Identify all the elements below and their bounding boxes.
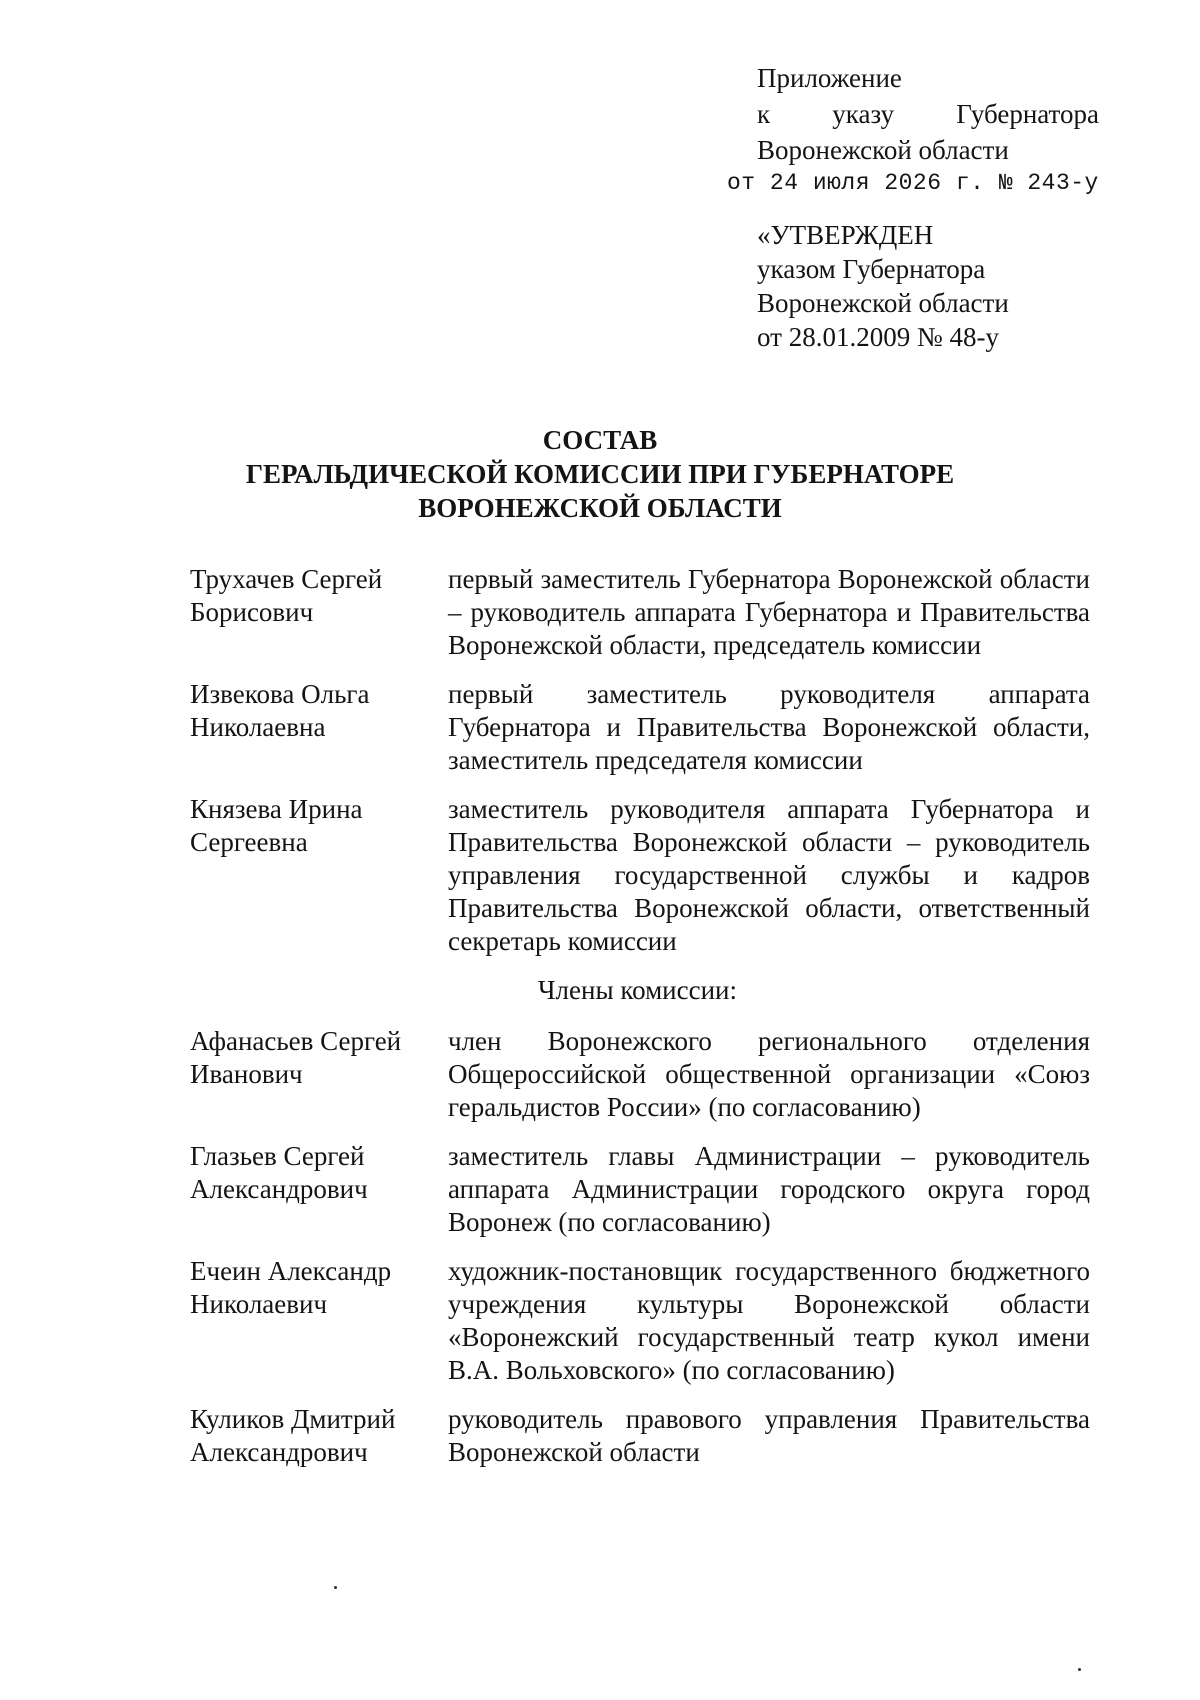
annex-word-decree: указу: [832, 99, 895, 129]
list-item: [190, 1140, 1090, 1239]
member-role: первый заместитель руководителя аппарата Губернатора и Правительства Воронежской области, заместитель председателя комиссии: [448, 679, 1090, 775]
members-section-label: Члены комиссии:: [538, 975, 737, 1005]
title-line-3: ВОРОНЕЖСКОЙ ОБЛАСТИ: [418, 493, 782, 523]
member-role: член Воронежского регионального отделения Общероссийской общественной организации «Союз геральдистов России» (по согласованию): [448, 1026, 1090, 1122]
member-role: художник-постановщик государственного бюджетного учреждения культуры Воронежской области «Воронежский государственный театр кукол имени В.А. Вольховского» (по согласованию): [448, 1256, 1090, 1385]
scan-speck: [334, 1586, 337, 1589]
list-item: [190, 793, 1090, 958]
commission-composition: [190, 563, 1090, 1485]
approval-stamp-text: [757, 218, 1009, 354]
member-role: заместитель руководителя аппарата Губернатора и Правительства Воронежской области – руководитель управления государственной службы и кадров Правительства Воронежской области, ответственный секретарь комиссии: [448, 794, 1090, 956]
annex-header: [757, 60, 1099, 168]
approved-label: «УТВЕРЖДЕН: [757, 220, 934, 250]
title-line-2: ГЕРАЛЬДИЧЕСКОЙ КОМИССИИ ПРИ ГУБЕРНАТОРЕ: [245, 459, 955, 489]
annex-decree-line: [757, 96, 1099, 132]
member-role: руководитель правового управления Правительства Воронежской области: [448, 1404, 1090, 1467]
annex-region: Воронежской области: [757, 135, 1009, 165]
member-role: первый заместитель Губернатора Воронежской области – руководитель аппарата Губернатора и Правительства Воронежской области, председатель комиссии: [448, 564, 1090, 660]
approved-by: указом Губернатора: [757, 254, 986, 284]
list-item: [190, 563, 1090, 662]
member-name: Ечеин Александр Николаевич: [190, 1256, 392, 1319]
annex-word-to: к: [757, 99, 771, 129]
title-line-1: СОСТАВ: [542, 425, 658, 455]
list-item: [190, 678, 1090, 777]
member-name: Афанасьев Сергей Иванович: [190, 1026, 402, 1089]
list-item: [190, 1025, 1090, 1124]
list-item: [190, 1403, 1090, 1469]
approved-date: от 28.01.2009 № 48-у: [757, 322, 999, 352]
approved-region: Воронежской области: [757, 288, 1009, 318]
annex-word-governor: Губернатора: [956, 99, 1099, 129]
member-name: Извекова Ольга Николаевна: [190, 679, 370, 742]
annex-title: Приложение: [757, 63, 902, 93]
member-name: Куликов Дмитрий Александрович: [190, 1404, 396, 1467]
member-name: Трухачев Сергей Борисович: [190, 564, 383, 627]
annex-date: от 24 июля 2026 г. № 243-у: [727, 170, 1099, 196]
member-name: Глазьев Сергей Александрович: [190, 1141, 368, 1204]
member-name: Князева Ирина Сергеевна: [190, 794, 363, 857]
member-role: заместитель главы Администрации – руководитель аппарата Администрации городского округа город Воронеж (по согласованию): [448, 1141, 1090, 1237]
scan-speck: [1078, 1668, 1081, 1671]
document-title: [0, 423, 1200, 525]
list-item: [190, 1255, 1090, 1387]
